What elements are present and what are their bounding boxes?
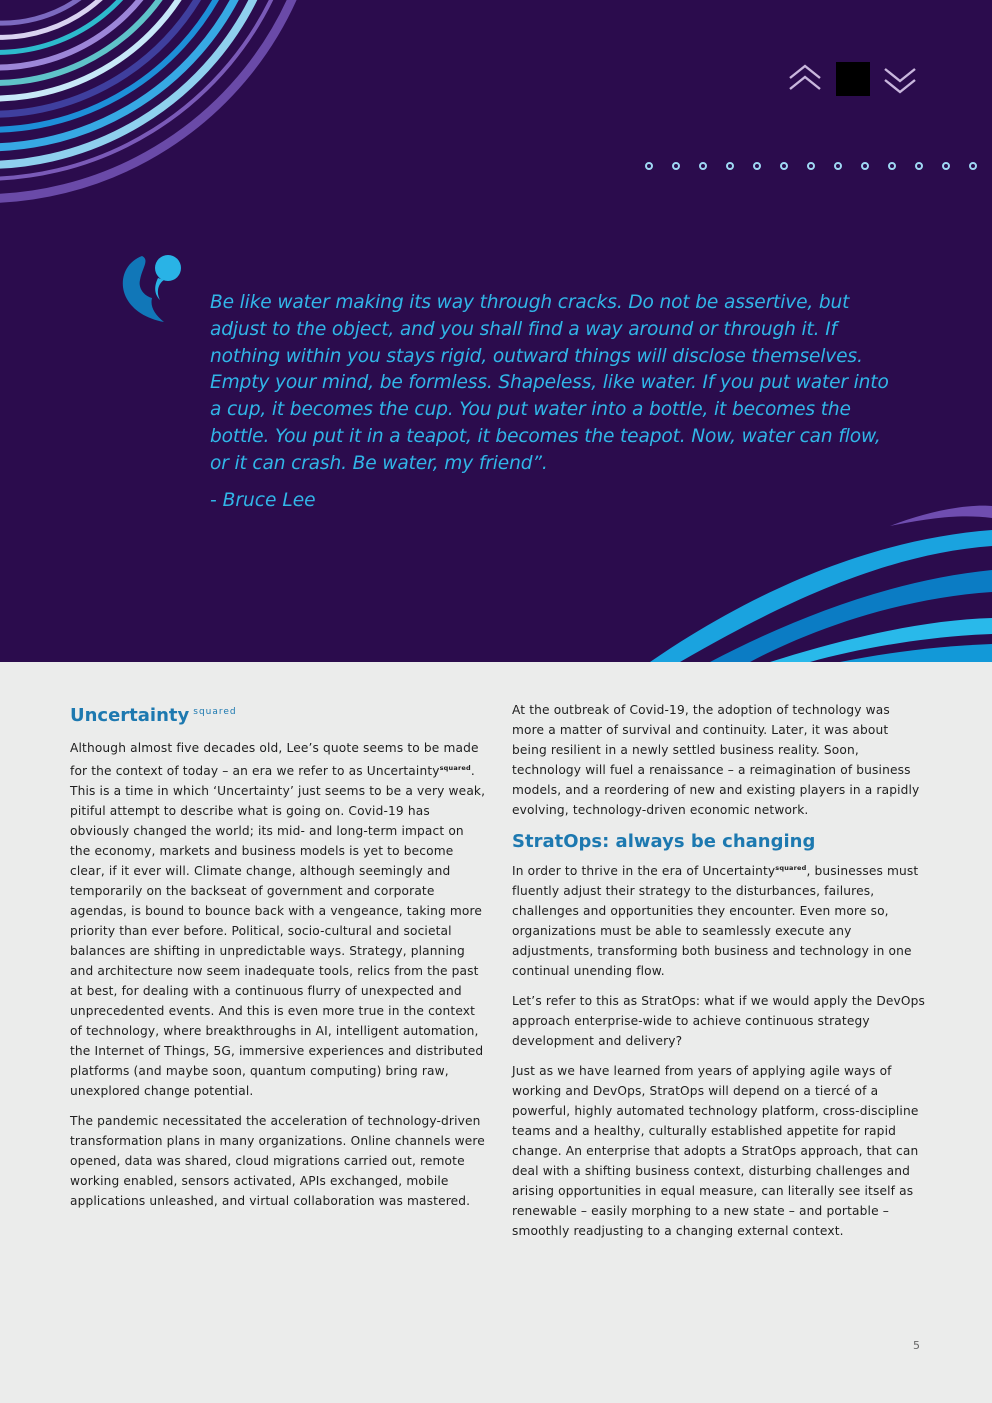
paragraph: In order to thrive in the era of Uncertainty$^{squared}$, businesses must fluently adjust their strategy to the disturbances, failures, challenges and opportunities they encounter. Even more so, organizations must be able to seamlessly execute any adjustments, transforming both business and technology in one continual unending flow. <box>512 864 919 978</box>
paragraph: Let’s refer to this as StratOps: what if we would apply the DevOps approach enterprise-wide to achieve continuous strategy development and delivery? <box>512 994 926 1048</box>
superscript: squared <box>775 864 807 872</box>
quote-author: - Bruce Lee <box>210 490 316 511</box>
page-number: 5 <box>913 1339 920 1352</box>
double-chevron-down-icon[interactable] <box>882 62 918 96</box>
superscript: squared <box>439 764 471 772</box>
quote-mark-icon <box>120 254 184 324</box>
section-heading-uncertainty <box>70 700 486 728</box>
dotted-divider <box>643 160 983 172</box>
paragraph: Just as we have learned from years of applying agile ways of working and DevOps, StratOps will depend on a tiercé of a powerful, highly automated technology platform, cross-discipline teams and a healthy, culturally established appetite for rapid change. An enterprise that adopts a StratOps approach, that can deal with a shifting business context, disturbing challenges and arising opportunities in equal measure, can literally see itself as renewable – easily morphing to a new state – and portable – smoothly readjusting to a changing external context. <box>512 1064 919 1238</box>
left-column <box>70 700 486 1221</box>
hero-banner <box>0 0 992 662</box>
page-navigation <box>786 62 918 96</box>
heading-text: Uncertainty <box>70 705 190 726</box>
right-column <box>512 700 926 1251</box>
double-chevron-up-icon[interactable] <box>786 62 824 96</box>
paragraph: Although almost five decades old, Lee’s quote seems to be made for the context of today – an era we refer to as Uncertainty$^{squared}$. This is a time in which ‘Uncertainty’ just seems to be a very weak, pitiful attempt to describe what is going on. Covid-19 has obviously changed the world; its mid- and long-term impact on the economy, markets and business models is yet to become clear, if it ever will. Climate change, although seemingly and temporarily on the backseat of government and corporate agendas, is bound to bounce back with a vengeance, taking more priority than ever before. Political, socio-cultural and societal balances are shifting in unpredictable ways. Strategy, planning and architecture now seem inadequate tools, relics from the past at best, for dealing with a continuous flurry of unexpected and unprecedented events. And this is even more true in the context of technology, where breakthroughs in AI, intelligent automation, the Internet of Things, 5G, immersive experiences and distributed platforms (and maybe soon, quantum computing) bring raw, unexplored change potential. <box>70 741 486 1098</box>
black-square-icon[interactable] <box>836 62 870 96</box>
paragraph: The pandemic necessitated the acceleration of technology-driven transformation plans in many organizations. Online channels were opened, data was shared, cloud migrations carried out, remote working enabled, sensors activated, APIs exchanged, mobile applications unleashed, and virtual collaboration was mastered. <box>70 1114 485 1208</box>
decorative-arcs-top-left <box>0 0 320 220</box>
paragraph: At the outbreak of Covid-19, the adoption of technology was more a matter of survival and continuity. Later, it was about being resilient in a newly settled business reality. Soon, technology will fuel a renaissance – a reimagination of business models, and a reordering of new and existing players in a rapidly evolving, technology-driven economic network. <box>512 703 920 817</box>
heading-superscript: squared <box>193 707 237 717</box>
quote-text: Be like water making its way through cracks. Do not be assertive, but adjust to the object, and you shall find a way around or through it. If nothing within you stays rigid, outward things will disclose themselves. Empty your mind, be formless. Shapeless, like water. If you put water into a cup, it becomes the cup. You put water into a bottle, it becomes the bottle. You put it in a teapot, it becomes the teapot. Now, water can flow, or it can crash. Be water, my friend”. <box>210 292 889 474</box>
section-heading-stratops: StratOps: always be changing <box>512 831 816 852</box>
decorative-waves-bottom-right <box>600 480 992 662</box>
